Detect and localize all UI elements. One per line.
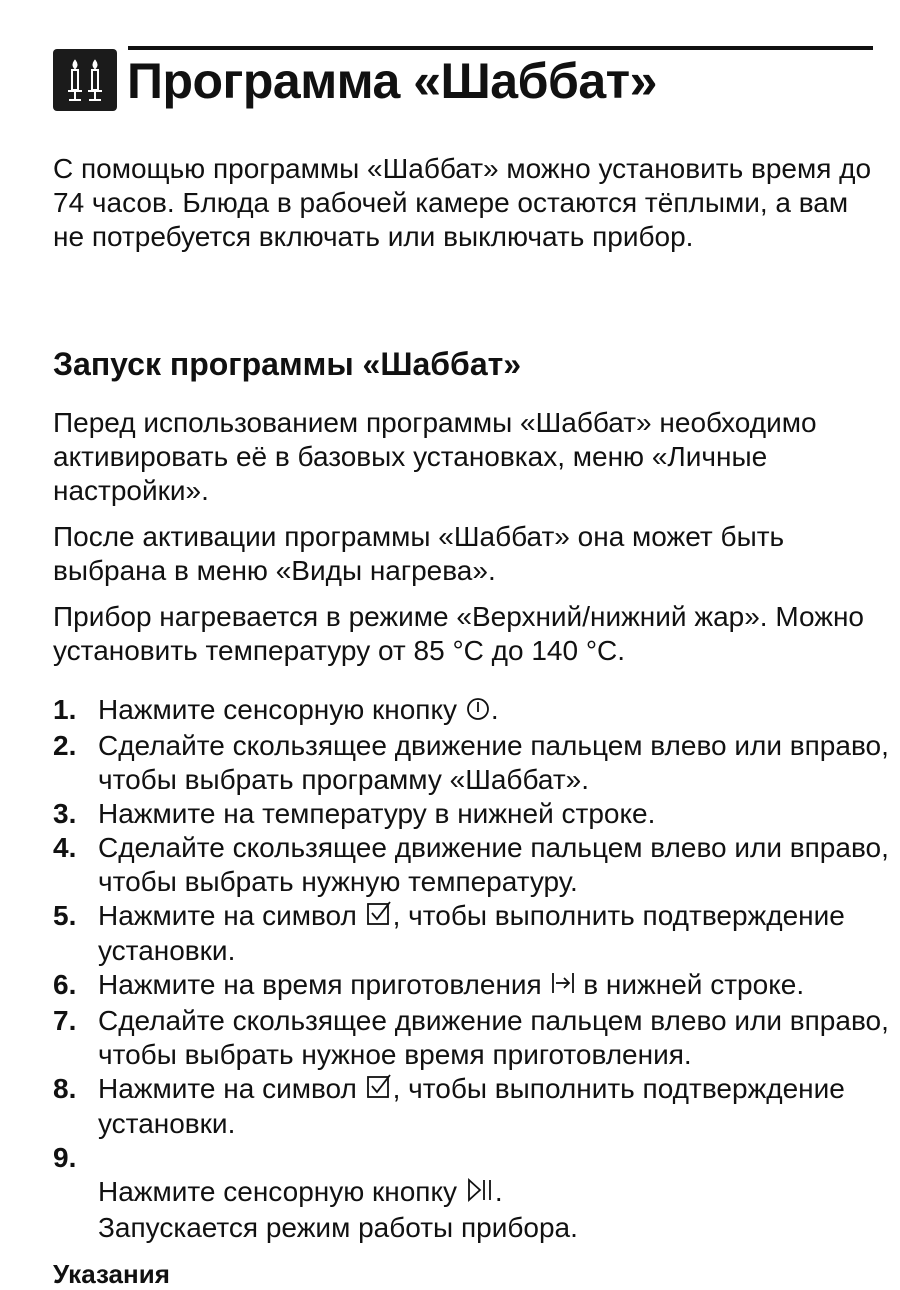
step-text-part: в нижней строке.: [575, 969, 805, 1001]
list-item: [53, 1004, 893, 1072]
step-number: 9.: [53, 1142, 77, 1174]
page-title: Программа «Шаббат»: [127, 53, 657, 109]
step-number: 2.: [53, 729, 77, 761]
notes-heading: Указания: [53, 1259, 170, 1289]
checkmark-box-icon: [366, 900, 392, 934]
step-number: 8.: [53, 1072, 77, 1104]
step-number: 1.: [53, 694, 77, 725]
step-number: 6.: [53, 969, 77, 1001]
step-text: [98, 899, 893, 969]
section-heading: Запуск программы «Шаббат»: [53, 346, 522, 382]
step-text: [98, 1141, 893, 1245]
list-item: [53, 729, 893, 797]
list-item: [53, 693, 893, 729]
paragraph-temperature: Прибор нагревается в режиме «Верхний/нижний жар». Можно установить температуру от 85 °C до 140 °C.: [53, 601, 865, 666]
steps-list: [53, 693, 893, 1245]
step-number: 4.: [53, 831, 77, 863]
list-item: [53, 797, 893, 831]
step-number: 7.: [53, 1004, 77, 1036]
step-text-part: Нажмите на символ: [98, 1072, 365, 1104]
step-number: 3.: [53, 797, 77, 829]
title-row: [53, 48, 657, 112]
step-text: Сделайте скользящее движение пальцем влево или вправо, чтобы выбрать нужную температуру.: [98, 831, 889, 897]
power-icon: [466, 695, 490, 729]
intro-paragraph: С помощью программы «Шаббат» можно установить время до 74 часов. Блюда в рабочей камере остаются тёплыми, а вам не потребуется включать или выключать прибор.: [53, 153, 872, 252]
step-text: [98, 968, 893, 1004]
paragraph-selection: После активации программы «Шаббат» она может быть выбрана в меню «Виды нагрева».: [53, 521, 785, 586]
step-text-part: , чтобы выполнить подтверждение установки.: [98, 899, 845, 967]
step-text: [98, 693, 893, 729]
list-item: [53, 1141, 893, 1245]
step-text-part: , чтобы выполнить подтверждение установки.: [98, 1072, 845, 1140]
paragraph-activation: Перед использованием программы «Шаббат» необходимо активировать её в базовых установках, меню «Личные настройки».: [53, 407, 817, 506]
sabbath-candles-icon: [53, 49, 117, 111]
step-text: Сделайте скользящее движение пальцем влево или вправо, чтобы выбрать программу «Шаббат».: [98, 729, 889, 795]
step-text: Сделайте скользящее движение пальцем влево или вправо, чтобы выбрать нужное время приготовления.: [98, 1004, 889, 1070]
step-text: [98, 1072, 893, 1142]
list-item: [53, 968, 893, 1004]
list-item: [53, 1072, 893, 1142]
step-text-part: Нажмите на символ: [98, 899, 365, 931]
step-text: Нажмите на температуру в нижней строке.: [98, 797, 656, 829]
step-text-part: Нажмите на время приготовления: [98, 969, 550, 1001]
start-pause-icon: [466, 1177, 494, 1211]
list-item: [53, 899, 893, 969]
step-text-part: Нажмите сенсорную кнопку: [98, 1176, 465, 1208]
cooking-time-icon: [551, 970, 575, 1004]
checkmark-box-icon: [366, 1073, 392, 1107]
step-text-part: .: [490, 694, 499, 725]
list-item: [53, 831, 893, 899]
step-text-part: . Запускается режим работы прибора.: [98, 1176, 578, 1244]
step-text-part: Нажмите сенсорную кнопку: [98, 694, 465, 725]
step-number: 5.: [53, 899, 77, 931]
